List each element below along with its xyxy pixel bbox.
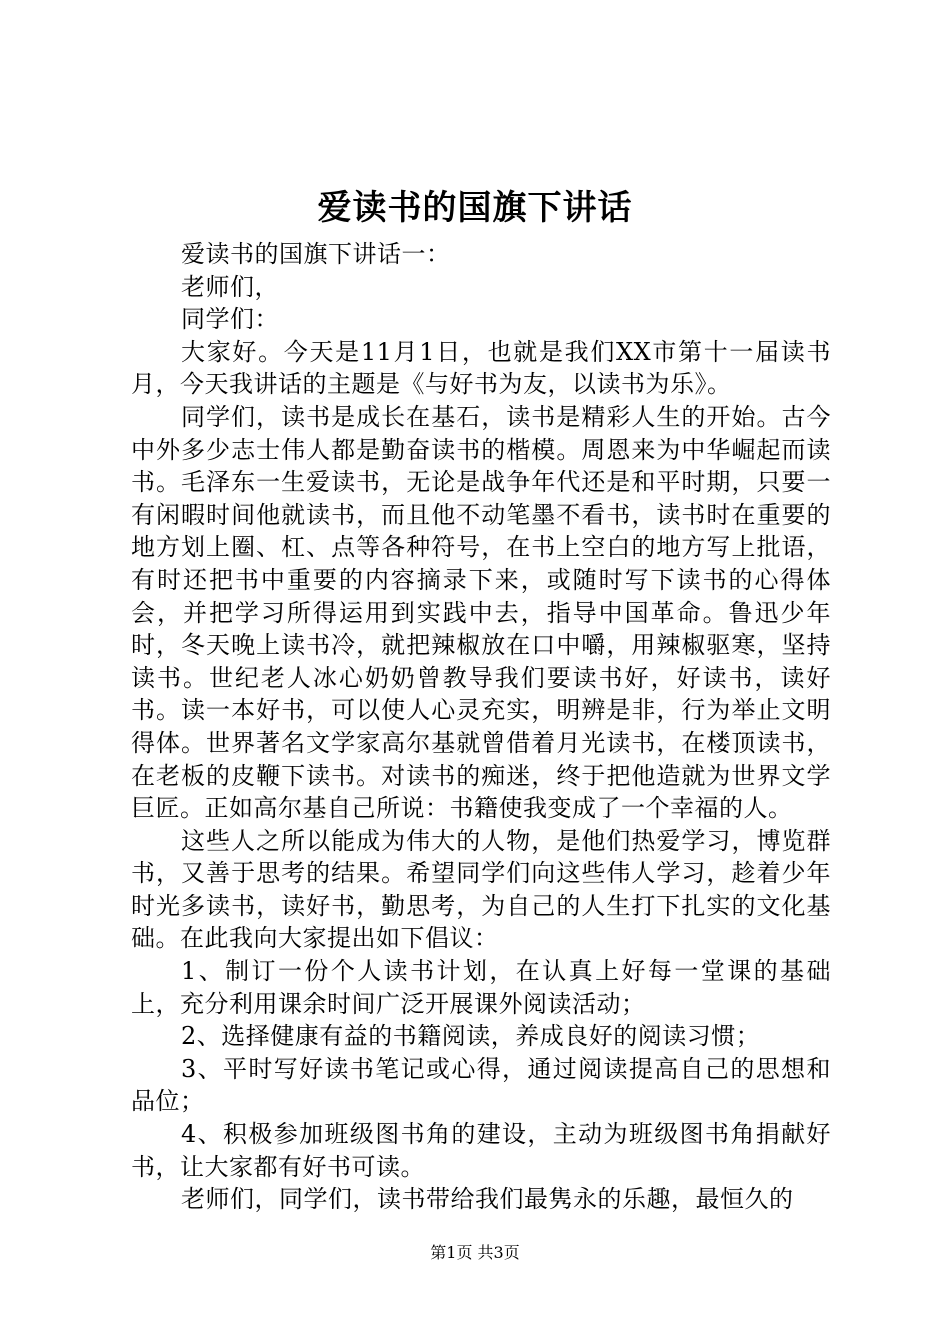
- paragraph-closing: 老师们，同学们，读书带给我们最隽永的乐趣，最恒久的: [181, 1185, 794, 1214]
- proposal-item-4: 4、积极参加班级图书角的建设，主动为班级图书角捐献好书，让大家都有好书可读。: [131, 1120, 831, 1181]
- paragraph-salutation-students: 同学们：: [181, 305, 279, 334]
- document-title: 爱读书的国旗下讲话: [317, 188, 633, 228]
- proposal-item-2: 2、选择健康有益的书籍阅读，养成良好的阅读习惯；: [181, 1022, 761, 1051]
- paragraph-reason: 这些人之所以能成为伟大的人物，是他们热爱学习，博览群书，又善于思考的结果。希望同学们向这些伟人学习，趁着少年时光多读书，读好书，勤思考，为自己的人生打下扎实的文化基础。在此我向大家提出如下倡议：: [131, 826, 831, 953]
- paragraph-examples: 同学们，读书是成长在基石，读书是精彩人生的开始。古今中外多少志士伟人都是勤奋读书的楷模。周恩来为中华崛起而读书。毛泽东一生爱读书，无论是战争年代还是和平时期，只要一有闲暇时间他就读书，而且他不动笔墨不看书，读书时在重要的地方划上圈、杠、点等各种符号，在书上空白的地方写上批语，有时还把书中重要的内容摘录下来，或随时写下读书的心得体会，并把学习所得运用到实践中去，指导中国革命。鲁迅少年时，冬天晚上读书冷，就把辣椒放在口中嚼，用辣椒驱寒，坚持读书。世纪老人冰心奶奶曾教导我们要读书好，好读书，读好书。读一本好书，可以使人心灵充实，明辨是非，行为举止文明得体。世界著名文学家高尔基就曾借着月光读书，在楼顶读书，在老板的皮鞭下读书。对读书的痴迷，终于把他造就为世界文学巨匠。正如高尔基自己所说：书籍使我变成了一个幸福的人。: [131, 402, 831, 823]
- paragraph-heading: 爱读书的国旗下讲话一：: [181, 240, 451, 268]
- document-body: [131, 238, 831, 1216]
- page-number-footer: 第1页 共3页: [430, 1243, 520, 1262]
- proposal-item-1: 1、制订一份个人读书计划，在认真上好每一堂课的基础上，充分利用课余时间广泛开展课外阅读活动；: [131, 957, 831, 1018]
- paragraph-salutation-teachers: 老师们，: [181, 272, 279, 301]
- proposal-item-3: 3、平时写好读书笔记或心得，通过阅读提高自己的思想和品位；: [131, 1054, 831, 1116]
- paragraph-greeting: 大家好。今天是11月1日，也就是我们XX市第十一届读书月，今天我讲话的主题是《与好书为友，以读书为乐》。: [131, 337, 831, 399]
